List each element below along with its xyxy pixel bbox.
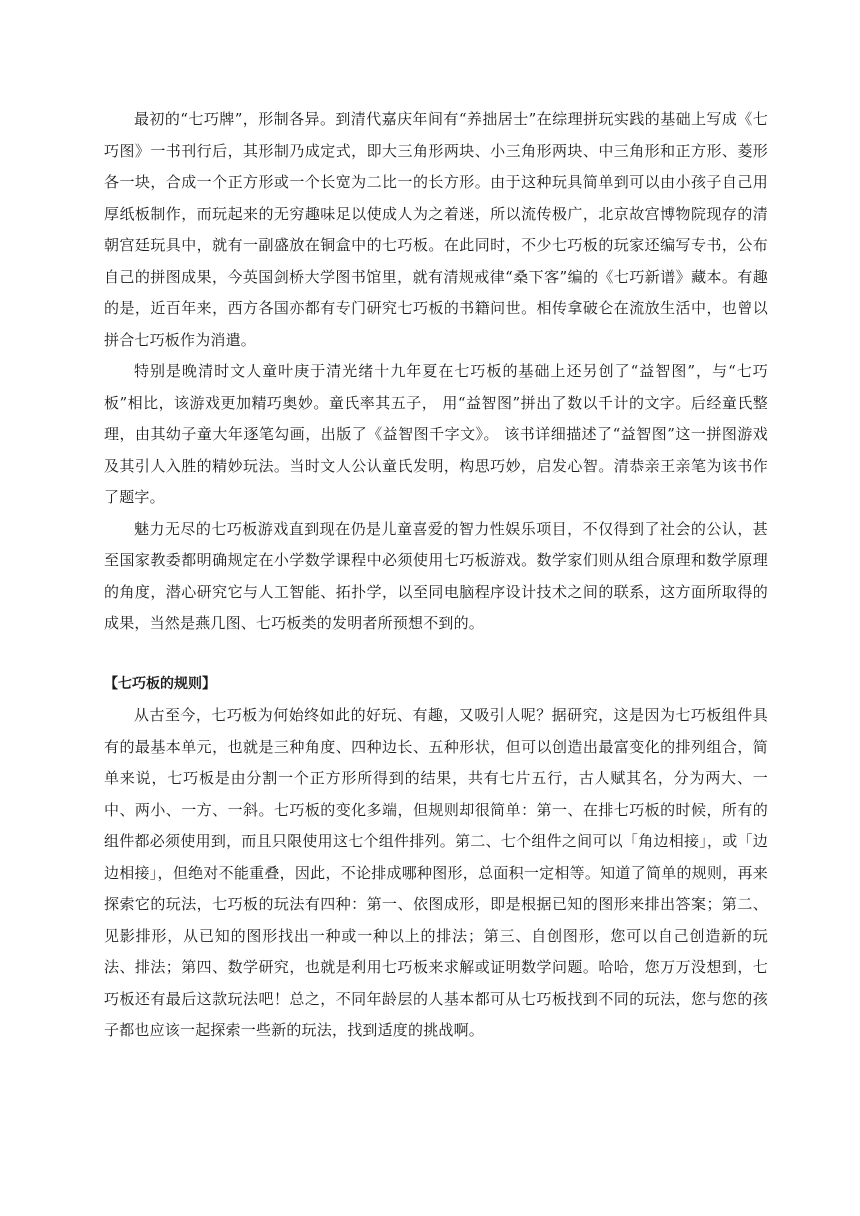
history-paragraph-3: 魅力无尽的七巧板游戏直到现在仍是儿童喜爱的智力性娱乐项目，不仅得到了社会的公认，甚至国家教委都明确规定在小学数学课程中必须使用七巧板游戏。数学家们则从组合原理和数学原理的角度，潜心研究它与人工智能、拓扑学，以至同电脑程序设计技术之间的联系，这方面所取得的成果，当然是燕几图、七巧板类的发明者所预想不到的。 bbox=[104, 519, 768, 632]
history-paragraph-2: 特别是晚清时文人童叶庚于清光绪十九年夏在七巧板的基础上还另创了“益智图”，与“七巧板”相比，该游戏更加精巧奥妙。童氏率其五子， 用“益智图”拼出了数以千计的文字。后经童氏整理，由其幼子童大年逐笔勾画，出版了《益智图千字文》。 该书详细描述了“益智图”这一拼图游戏及其引人入胜的精妙玩法。当时文人公认童氏发明，构思巧妙，启发心智。清恭亲王亲笔为该书作了题字。 bbox=[104, 362, 768, 506]
document-page bbox=[104, 104, 768, 1047]
history-paragraph-1: 最初的“七巧牌”，形制各异。到清代嘉庆年间有“养拙居士”在综理拼玩实践的基础上写成《七巧图》一书刊行后，其形制乃成定式，即大三角形两块、小三角形两块、中三角形和正方形、菱形各一块，合成一个正方形或一个长宽为二比一的长方形。由于这种玩具简单到可以由小孩子自己用厚纸板制作，而玩起来的无穷趣味足以使成人为之着迷，所以流传极广，北京故宫博物院现存的清朝宫廷玩具中，就有一副盛放在铜盒中的七巧板。在此同时，不少七巧板的玩家还编写专书，公布自己的拼图成果，今英国剑桥大学图书馆里，就有清规戒律“桑下客”编的《七巧新谱》藏本。有趣的是，近百年来，西方各国亦都有专门研究七巧板的书籍问世。相传拿破仑在流放生活中，也曾以拼合七巧板作为消遣。 bbox=[104, 110, 768, 349]
rules-paragraph: 从古至今，七巧板为何始终如此的好玩、有趣，又吸引人呢？据研究，这是因为七巧板组件具有的最基本单元，也就是三种角度、四种边长、五种形状，但可以创造出最富变化的排列组合，简单来说，七巧板是由分割一个正方形所得到的结果，共有七片五行，古人赋其名，分为两大、一中、两小、一方、一斜。七巧板的变化多端，但规则却很简单：第一、在排七巧板的时候，所有的组件都必须使用到，而且只限使用这七个组件排列。第二、七个组件之间可以「角边相接」，或「边边相接」，但绝对不能重叠，因此，不论排成哪种图形，总面积一定相等。知道了简单的规则，再来探索它的玩法，七巧板的玩法有四种：第一、依图成形，即是根据已知的图形来排出答案；第二、见影排形，从已知的图形找出一种或一种以上的排法；第三、自创图形，您可以自己创造新的玩法、排法；第四、数学研究，也就是利用七巧板来求解或证明数学问题。哈哈，您万万没想到，七巧板还有最后这款玩法吧！总之，不同年龄层的人基本都可从七巧板找到不同的玩法，您与您的孩子都也应该一起探索一些新的玩法，找到适度的挑战啊。 bbox=[104, 706, 768, 1039]
rules-section-heading: 【七巧板的规则】 bbox=[104, 675, 216, 692]
